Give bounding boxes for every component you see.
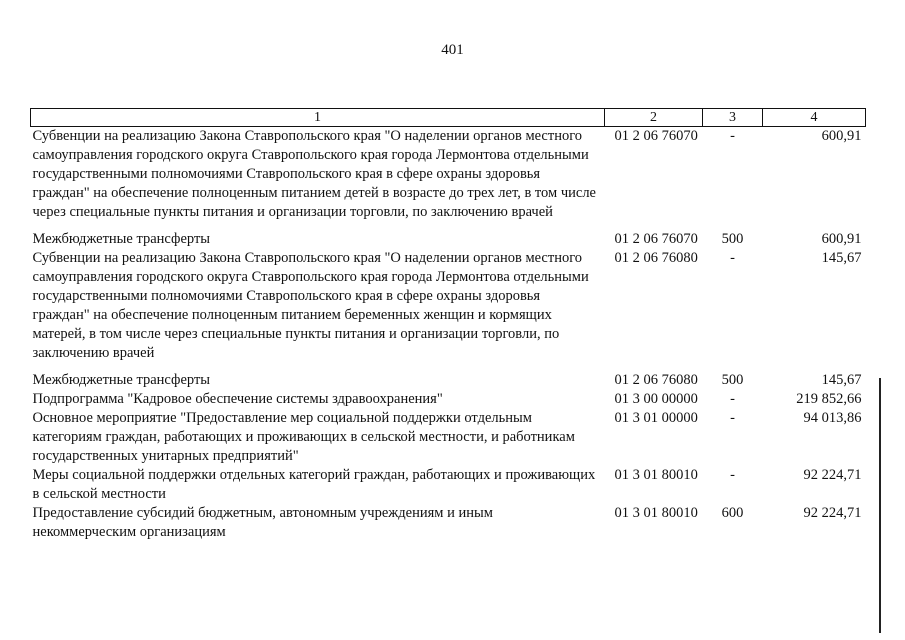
- row-code: 01 2 06 76080: [614, 372, 698, 388]
- row-code: 01 2 06 76070: [614, 231, 698, 247]
- row-type: -: [730, 467, 735, 483]
- row-type: -: [730, 410, 735, 426]
- header-col-code: 2: [605, 109, 703, 127]
- row-name: Меры социальной поддержки отдельных категорий граждан, работающих и проживающих в сельской местности: [32, 467, 596, 502]
- header-col-amount: 4: [763, 109, 866, 127]
- budget-table: [30, 108, 866, 542]
- table-row: [31, 409, 866, 466]
- row-name: Межбюджетные трансферты: [32, 372, 211, 388]
- table-row: [31, 249, 866, 371]
- row-amount: 92 224,71: [803, 467, 862, 483]
- row-code: 01 3 01 00000: [614, 410, 698, 426]
- row-code: 01 3 01 80010: [614, 505, 698, 521]
- table-row: [31, 371, 866, 390]
- table-row: [31, 127, 866, 231]
- row-type: -: [730, 250, 735, 266]
- row-type: 500: [721, 231, 744, 247]
- row-amount: 145,67: [821, 250, 862, 266]
- row-name: Подпрограмма "Кадровое обеспечение системы здравоохранения": [32, 391, 443, 407]
- header-col-type: 3: [703, 109, 763, 127]
- row-code: 01 3 00 00000: [614, 391, 698, 407]
- row-amount: 145,67: [821, 372, 862, 388]
- page-number: 401: [441, 42, 464, 58]
- row-name: Предоставление субсидий бюджетным, автономным учреждениям и иным некоммерческим организациям: [32, 505, 493, 540]
- table-row: [31, 466, 866, 504]
- row-type: -: [730, 391, 735, 407]
- table-row: [31, 504, 866, 542]
- row-code: 01 2 06 76070: [614, 128, 698, 144]
- row-name: Межбюджетные трансферты: [32, 231, 211, 247]
- row-type: 500: [721, 372, 744, 388]
- row-amount: 94 013,86: [803, 410, 862, 426]
- table-header-row: [31, 109, 866, 127]
- row-amount: 600,91: [821, 231, 862, 247]
- row-amount: 600,91: [821, 128, 862, 144]
- row-type: 600: [721, 505, 744, 521]
- row-name: Субвенции на реализацию Закона Ставропольского края "О наделении органов местного самоуправления городского округа Ставропольского края города Лермонтова отдельными государственными полномочиями Ставропольского края в сфере охраны здоровья граждан" на обеспечение полноценным питанием беременных женщин и кормящих матерей, в том числе через специальные пункты питания и организации торговли, по заключению врачей: [32, 250, 589, 361]
- scan-edge-line: [879, 378, 881, 633]
- row-code: 01 3 01 80010: [614, 467, 698, 483]
- table-row: [31, 230, 866, 249]
- row-name: Основное мероприятие "Предоставление мер социальной поддержки отдельным категориям граждан, работающих и проживающих в сельской местности, и работникам государственных унитарных предприятий": [32, 410, 575, 464]
- row-amount: 219 852,66: [796, 391, 862, 407]
- row-name: Субвенции на реализацию Закона Ставропольского края "О наделении органов местного самоуправления городского округа Ставропольского края города Лермонтова отдельными государственными полномочиями Ставропольского края в сфере охраны здоровья граждан" на обеспечение полноценным питанием детей в возрасте до трех лет, в том числе через специальные пункты питания и организации торговли, по заключению врачей: [32, 128, 596, 220]
- header-col-name: 1: [31, 109, 605, 127]
- row-type: -: [730, 128, 735, 144]
- row-amount: 92 224,71: [803, 505, 862, 521]
- row-code: 01 2 06 76080: [614, 250, 698, 266]
- table-row: [31, 390, 866, 409]
